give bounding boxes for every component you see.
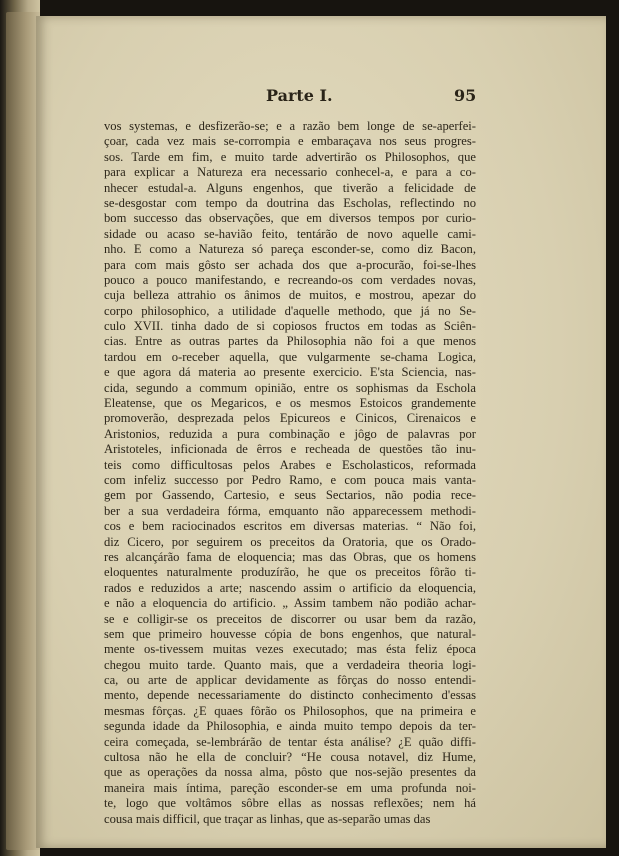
text-line: vos systemas, e desfizerão-se; e a razão bem longe de se-aperfei-	[104, 119, 476, 133]
text-line: Eleatense, que os Megaricos, e os mesmos Estoicos grandemente	[104, 396, 476, 411]
text-line: com infeliz successo por Pedro Ramo, e com pouca mais vanta-	[104, 472, 476, 487]
text-line: gem por Gassendo, Cartesio, e seus Sectarios, não podia rece-	[104, 488, 476, 503]
text-line: se e colligir-se os preceitos de discorrer ou usar bem da razão,	[104, 611, 476, 626]
text-line: mesmas fôrças. ¿E quaes fôrão os Philosophos, que na primeira e	[104, 703, 476, 718]
text-line: para explicar a Natureza era necessario conhecel-a, e para a co-	[104, 165, 476, 180]
text-line: culo XVII. tinha dado de si copiosos fructos em todas as Sciên-	[104, 319, 476, 334]
text-line: corpo philosophico, a utilidade d'aquelle methodo, que já no Se-	[104, 303, 476, 318]
text-line: diz Cicero, por seguirem os preceitos da Oratoria, que os Orado-	[104, 534, 476, 549]
page-header	[36, 70, 606, 105]
text-line: maneira mais íntima, pareção esconder-se em uma profunda noi-	[104, 780, 476, 795]
body-text	[104, 119, 476, 827]
text-line: ca, ou arte de applicar devidamente as fôrças do nosso entendi-	[104, 673, 476, 688]
text-line: Aristoteles, inficionada de êrros e recheada de questões tão inu-	[104, 442, 476, 457]
text-line: rados e reduzidos a arte; nascendo assim o artificio da eloquencia,	[104, 580, 476, 595]
text-line: ceira começada, se-lembrárão de tentar ésta análise? ¿E quão diffi-	[104, 734, 476, 749]
text-line: para com mais gôsto ser achada dos que a-procurão, foi-se-lhes	[104, 257, 476, 272]
text-line: res alcançárão fama de eloquencia; mas das Obras, que os homens	[104, 549, 476, 564]
text-line: bom successo das observações, que em diversos tempos por curio-	[104, 211, 476, 226]
text-line: sos. Tarde em fim, e muito tarde advertirão os Philosophos, que	[104, 149, 476, 164]
text-line: cida, segundo a commum opinião, entre os sophismas da Eschola	[104, 380, 476, 395]
text-line: que as operações da nossa alma, pôsto que nos-sejão presentes da	[104, 765, 476, 780]
text-line: mente os-tivessem muitas vezes executado; mas ésta feliz época	[104, 642, 476, 657]
text-line: se-desgostar com tempo da doutrina das Escholas, reflectindo no	[104, 195, 476, 210]
text-line: cias. Entre as outras partes da Philosophia não foi a que menos	[104, 334, 476, 349]
text-line: cousa mais difficil, que traçar as linhas, que as-separão umas das	[104, 811, 431, 826]
page-number: 95	[454, 86, 477, 105]
text-line: pouco a pouco manifestando, e recreando-os com verdades novas,	[104, 272, 476, 287]
text-line: ber a sua verdadeira fórma, emquanto não apparecessem methodi-	[104, 503, 476, 518]
text-line: nho. E como a Natureza só pareça esconder-se, como diz Bacon,	[104, 242, 476, 257]
text-line: segunda idade da Philosophia, e ainda muito tempo depois da ter-	[104, 719, 476, 734]
text-line: sem que primeiro houvesse cópia de bons engenhos, que natural-	[104, 626, 476, 641]
text-line: çoar, cada vez mais se-corrompia e embaraçava nos seus progres-	[104, 134, 476, 149]
running-title: Parte I.	[266, 86, 333, 105]
text-line: cos e bem raciocinados escritos em diversas materias. “ Não foi,	[104, 519, 476, 534]
text-line: promoverão, desprezada pelos Epicureos e Cinicos, Cirenaicos e	[104, 411, 476, 426]
text-line: nhecer estudal-a. Alguns engenhos, que tiverão a felicidade de	[104, 180, 476, 195]
text-line: te, logo que voltâmos sôbre ellas as nossas reflexões; nem há	[104, 796, 476, 811]
text-line: teis como difficultosas pelos Arabes e Escholasticos, reformada	[104, 457, 476, 472]
text-line: cultosa não he ella de concluir? “He cousa notavel, diz Hume,	[104, 750, 476, 765]
text-line: cuja belleza attrahio os ânimos de muitos, e mostrou, apezar do	[104, 288, 476, 303]
text-line: Aristonios, reduzida a pura combinação e jôgo de palavras por	[104, 426, 476, 441]
text-line: mento, depende necessariamente do distincto conhecimento d'essas	[104, 688, 476, 703]
previous-leaf-edge	[6, 12, 40, 850]
text-line: eloquentes naturalmente produzírão, he que os preceitos fôrão ti-	[104, 565, 476, 580]
text-line: e não a eloquencia do artificio. „ Assim tambem não podião achar-	[104, 596, 476, 611]
text-line: sidade ou acaso se-havião feito, tentárão de novo aquelle cami-	[104, 226, 476, 241]
text-line: tardou em o-receber aquella, que vulgarmente se-chama Logica,	[104, 349, 476, 364]
text-line: chegou muito tarde. Quanto mais, que a verdadeira theoria logi-	[104, 657, 476, 672]
text-line: e que agora dá materia ao presente exercicio. E'sta Sciencia, nas-	[104, 365, 476, 380]
